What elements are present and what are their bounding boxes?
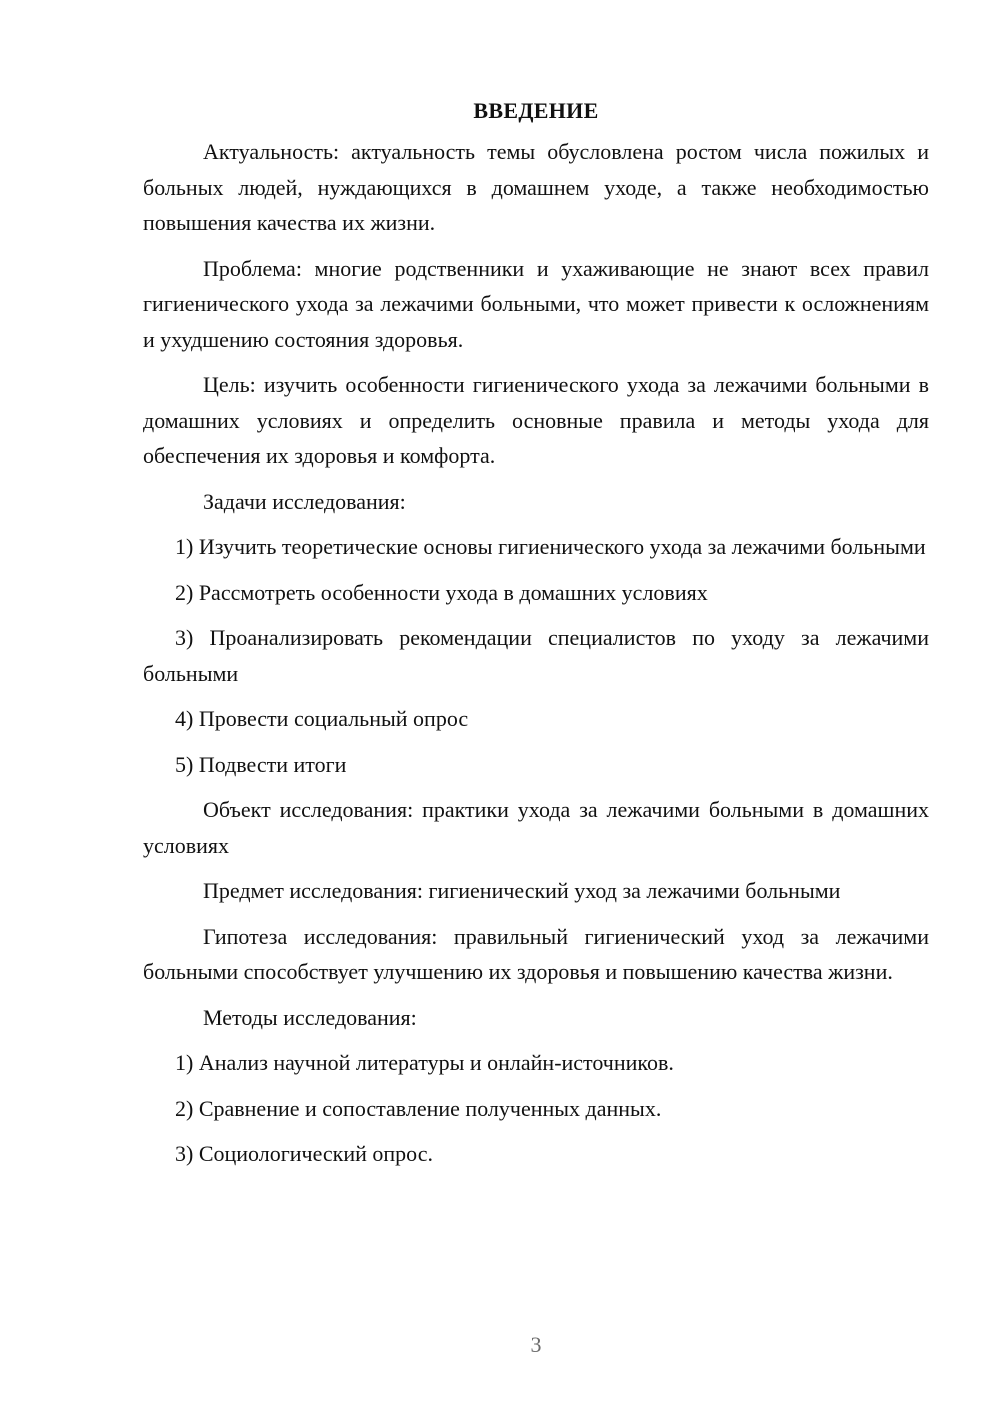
hypothesis-paragraph: Гипотеза исследования: правильный гигиенический уход за лежачими больными способствует улучшению их здоровья и повышению качества жизни. <box>143 923 929 984</box>
task-item-3: 3) Проанализировать рекомендации специалистов по уходу за лежачими больными <box>143 625 929 686</box>
subject-paragraph: Предмет исследования: гигиенический уход за лежачими больными <box>203 878 841 903</box>
task-item-5: 5) Подвести итоги <box>175 751 347 777</box>
task-item-2: 2) Рассмотреть особенности ухода в домашних условиях <box>175 579 708 605</box>
section-title: ВВЕДЕНИЕ <box>473 98 599 123</box>
document-page <box>143 94 929 1182</box>
tasks-heading: Задачи исследования: <box>203 488 406 514</box>
method-item-2: 2) Сравнение и сопоставление полученных данных. <box>175 1095 662 1121</box>
object-paragraph: Объект исследования: практики ухода за лежачими больными в домашних условиях <box>143 797 929 858</box>
methods-heading: Методы исследования: <box>203 1004 417 1030</box>
task-item-4: 4) Провести социальный опрос <box>175 706 469 731</box>
method-item-1: 1) Анализ научной литературы и онлайн-источников. <box>175 1050 674 1075</box>
method-item-3: 3) Социологический опрос. <box>175 1141 433 1166</box>
page-number: 3 <box>530 1332 542 1357</box>
problem-paragraph: Проблема: многие родственники и ухаживающие не знают всех правил гигиенического ухода за лежачими больными, что может привести к осложнениям и ухудшению состояния здоровья. <box>143 255 929 352</box>
goal-paragraph: Цель: изучить особенности гигиенического ухода за лежачими больными в домашних условиях и определить основные правила и методы ухода для обеспечения их здоровья и комфорта. <box>143 372 929 468</box>
relevance-paragraph: Актуальность: актуальность темы обусловлена ростом числа пожилых и больных людей, нуждающихся в домашнем уходе, а также необходимостью повышения качества их жизни. <box>143 139 929 235</box>
task-item-1: 1) Изучить теоретические основы гигиенического ухода за лежачими больными <box>175 534 926 559</box>
